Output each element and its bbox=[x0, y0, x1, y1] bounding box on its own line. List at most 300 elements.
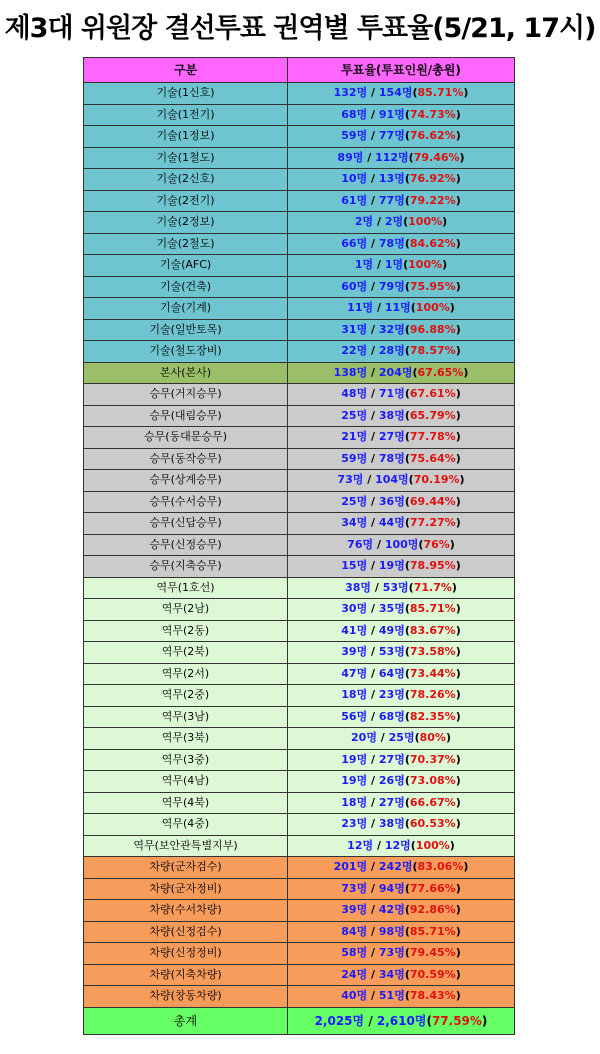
voted-count: 11 bbox=[347, 301, 363, 315]
turnout-percent: 84.62% bbox=[409, 236, 456, 250]
unit-label: 명 bbox=[394, 451, 405, 465]
paren-open: ( bbox=[404, 430, 410, 444]
separator: / bbox=[367, 516, 379, 530]
unit-label: 명 bbox=[362, 215, 374, 229]
separator: / bbox=[373, 258, 385, 272]
unit-label: 명 bbox=[356, 86, 368, 100]
total-count: 34 bbox=[378, 967, 395, 981]
voted-count: 84 bbox=[341, 924, 357, 938]
table-row bbox=[84, 405, 515, 427]
turnout-percent: 77.78% bbox=[409, 430, 456, 444]
turnout-cell bbox=[288, 771, 515, 793]
total-count: 25 bbox=[388, 731, 404, 745]
turnout-cell bbox=[288, 749, 515, 771]
row-name: 승무(동작승무) bbox=[84, 448, 288, 470]
page-title: 제3대 위원장 결선투표 권역별 투표율(5/21, 17시) bbox=[4, 13, 596, 44]
paren-open: ( bbox=[404, 903, 410, 917]
unit-label: 명 bbox=[394, 279, 405, 293]
paren-open: ( bbox=[404, 129, 410, 143]
paren-close: ) bbox=[463, 860, 469, 874]
turnout-percent: 78.43% bbox=[409, 989, 456, 1003]
separator: / bbox=[367, 967, 379, 981]
turnout-percent: 82.35% bbox=[409, 709, 456, 723]
row-name: 기술(기계) bbox=[84, 298, 288, 320]
unit-label: 명 bbox=[394, 172, 405, 186]
turnout-cell bbox=[288, 986, 515, 1008]
row-name: 승무(상계승무) bbox=[84, 470, 288, 492]
turnout-cell bbox=[288, 298, 515, 320]
voted-count: 48 bbox=[341, 387, 357, 401]
total-count: 28 bbox=[378, 344, 395, 358]
paren-close: ) bbox=[455, 924, 461, 938]
paren-close: ) bbox=[455, 430, 461, 444]
unit-label: 명 bbox=[392, 258, 404, 272]
voted-count: 25 bbox=[341, 408, 357, 422]
unit-label: 명 bbox=[362, 838, 374, 852]
turnout-percent: 73.44% bbox=[409, 666, 456, 680]
row-name: 차량(지축차량) bbox=[84, 964, 288, 986]
unit-label: 명 bbox=[356, 322, 368, 336]
paren-open: ( bbox=[404, 193, 410, 207]
separator: / bbox=[367, 860, 379, 874]
total-count: 27 bbox=[378, 752, 395, 766]
unit-label: 명 bbox=[356, 129, 368, 143]
unit-label: 명 bbox=[352, 1013, 365, 1028]
table-row bbox=[84, 319, 515, 341]
turnout-percent: 85.71% bbox=[409, 602, 456, 616]
turnout-cell bbox=[288, 534, 515, 556]
table-row bbox=[84, 448, 515, 470]
row-name: 역무(2중) bbox=[84, 685, 288, 707]
voted-count: 39 bbox=[341, 903, 357, 917]
table-header-row bbox=[84, 58, 515, 83]
paren-close: ) bbox=[455, 279, 461, 293]
turnout-cell bbox=[288, 513, 515, 535]
paren-open: ( bbox=[404, 946, 410, 960]
paren-open: ( bbox=[404, 494, 410, 508]
table-row bbox=[84, 104, 515, 126]
unit-label: 명 bbox=[394, 516, 405, 530]
paren-open: ( bbox=[404, 344, 410, 358]
total-count: 53 bbox=[378, 645, 395, 659]
total-count: 78 bbox=[378, 451, 395, 465]
row-name: 승무(신정승무) bbox=[84, 534, 288, 556]
voted-count: 25 bbox=[341, 494, 357, 508]
unit-label: 명 bbox=[394, 559, 405, 573]
unit-label: 명 bbox=[394, 129, 405, 143]
unit-label: 명 bbox=[356, 795, 368, 809]
voted-count: 2 bbox=[354, 215, 363, 229]
row-name: 승무(동대문승무) bbox=[84, 427, 288, 449]
paren-close: ) bbox=[449, 838, 455, 852]
paren-close: ) bbox=[442, 258, 448, 272]
total-count: 44 bbox=[378, 516, 395, 530]
table-row bbox=[84, 190, 515, 212]
turnout-cell bbox=[288, 728, 515, 750]
paren-close: ) bbox=[455, 752, 461, 766]
unit-label: 명 bbox=[356, 967, 368, 981]
unit-label: 명 bbox=[356, 989, 368, 1003]
paren-open: ( bbox=[412, 860, 418, 874]
voted-count: 22 bbox=[341, 344, 357, 358]
separator: / bbox=[367, 430, 379, 444]
voted-count: 59 bbox=[341, 451, 357, 465]
turnout-cell bbox=[288, 169, 515, 191]
unit-label: 명 bbox=[394, 494, 405, 508]
turnout-cell bbox=[288, 964, 515, 986]
turnout-percent: 73.08% bbox=[409, 774, 456, 788]
paren-open: ( bbox=[404, 602, 410, 616]
total-count: 154 bbox=[378, 86, 402, 100]
unit-label: 명 bbox=[366, 731, 377, 745]
table-row bbox=[84, 362, 515, 384]
total-count: 19 bbox=[378, 559, 395, 573]
paren-open: ( bbox=[404, 172, 410, 186]
voted-count: 40 bbox=[341, 989, 357, 1003]
paren-close: ) bbox=[455, 795, 461, 809]
paren-close: ) bbox=[455, 516, 461, 530]
separator: / bbox=[367, 494, 379, 508]
turnout-percent: 76.62% bbox=[409, 129, 456, 143]
turnout-cell bbox=[288, 147, 515, 169]
turnout-cell bbox=[288, 276, 515, 298]
separator: / bbox=[367, 408, 379, 422]
separator: / bbox=[367, 709, 379, 723]
total-count: 242 bbox=[378, 860, 402, 874]
turnout-percent: 83.06% bbox=[417, 860, 464, 874]
paren-close: ) bbox=[455, 344, 461, 358]
total-count: 38 bbox=[378, 817, 395, 831]
row-name: 역무(3남) bbox=[84, 706, 288, 728]
table-row bbox=[84, 212, 515, 234]
voted-count: 201 bbox=[333, 860, 357, 874]
total-count: 100 bbox=[384, 537, 408, 551]
table-row bbox=[84, 685, 515, 707]
separator: / bbox=[367, 193, 379, 207]
voted-count: 59 bbox=[341, 129, 357, 143]
paren-open: ( bbox=[418, 537, 424, 551]
paren-open: ( bbox=[408, 150, 414, 164]
unit-label: 명 bbox=[394, 387, 405, 401]
turnout-cell bbox=[288, 233, 515, 255]
turnout-cell bbox=[288, 835, 515, 857]
paren-close: ) bbox=[455, 709, 461, 723]
separator: / bbox=[367, 236, 379, 250]
total-count: 27 bbox=[378, 795, 395, 809]
voted-count: 2,025 bbox=[314, 1013, 353, 1028]
unit-label: 명 bbox=[401, 86, 413, 100]
row-name: 승무(거지승무) bbox=[84, 384, 288, 406]
header-category: 구분 bbox=[84, 58, 288, 83]
unit-label: 명 bbox=[394, 666, 405, 680]
turnout-cell bbox=[288, 448, 515, 470]
turnout-percent: 96.88% bbox=[409, 322, 456, 336]
row-name: 기술(건축) bbox=[84, 276, 288, 298]
total-count: 64 bbox=[378, 666, 395, 680]
table-row bbox=[84, 233, 515, 255]
separator: / bbox=[363, 473, 376, 487]
unit-label: 명 bbox=[394, 903, 405, 917]
separator: / bbox=[367, 86, 379, 100]
paren-open: ( bbox=[404, 774, 410, 788]
voted-count: 66 bbox=[341, 236, 357, 250]
turnout-percent: 80% bbox=[419, 731, 446, 745]
turnout-cell bbox=[288, 814, 515, 836]
table-row bbox=[84, 427, 515, 449]
total-count: 32 bbox=[378, 322, 395, 336]
unit-label: 명 bbox=[356, 172, 368, 186]
table-row bbox=[84, 642, 515, 664]
turnout-cell bbox=[288, 556, 515, 578]
table-row bbox=[84, 943, 515, 965]
separator: / bbox=[367, 623, 379, 637]
paren-close: ) bbox=[463, 365, 469, 379]
unit-label: 명 bbox=[362, 537, 374, 551]
total-count: 71 bbox=[378, 387, 395, 401]
voted-count: 58 bbox=[341, 946, 357, 960]
turnout-percent: 67.65% bbox=[417, 365, 464, 379]
unit-label: 명 bbox=[356, 344, 368, 358]
turnout-cell bbox=[288, 663, 515, 685]
paren-close: ) bbox=[455, 193, 461, 207]
turnout-percent: 78.26% bbox=[409, 688, 456, 702]
total-count: 36 bbox=[378, 494, 395, 508]
table-row bbox=[84, 83, 515, 105]
table-row bbox=[84, 749, 515, 771]
row-name: 기술(2신호) bbox=[84, 169, 288, 191]
row-name: 기술(1철도) bbox=[84, 147, 288, 169]
separator: / bbox=[367, 129, 379, 143]
total-count: 79 bbox=[378, 279, 395, 293]
paren-open: ( bbox=[403, 215, 409, 229]
unit-label: 명 bbox=[356, 924, 368, 938]
turnout-table bbox=[83, 57, 515, 1035]
paren-open: ( bbox=[412, 365, 418, 379]
total-count: 53 bbox=[382, 580, 399, 594]
total-count: 94 bbox=[378, 881, 395, 895]
unit-label: 명 bbox=[414, 1013, 427, 1028]
paren-open: ( bbox=[404, 236, 410, 250]
total-count: 1 bbox=[384, 258, 393, 272]
table-row bbox=[84, 169, 515, 191]
paren-open: ( bbox=[404, 752, 410, 766]
row-name: 기술(AFC) bbox=[84, 255, 288, 277]
row-name: 차량(군자정비) bbox=[84, 878, 288, 900]
turnout-percent: 85.71% bbox=[417, 86, 464, 100]
paren-close: ) bbox=[442, 215, 448, 229]
row-name: 역무(보안관특별지부) bbox=[84, 835, 288, 857]
voted-count: 68 bbox=[341, 107, 357, 121]
separator: / bbox=[367, 107, 379, 121]
row-name: 역무(4중) bbox=[84, 814, 288, 836]
paren-open: ( bbox=[408, 473, 414, 487]
turnout-cell bbox=[288, 620, 515, 642]
paren-open: ( bbox=[404, 924, 410, 938]
paren-close: ) bbox=[455, 602, 461, 616]
voted-count: 41 bbox=[341, 623, 357, 637]
unit-label: 명 bbox=[356, 860, 368, 874]
unit-label: 명 bbox=[394, 193, 405, 207]
table-row bbox=[84, 341, 515, 363]
separator: / bbox=[367, 365, 379, 379]
unit-label: 명 bbox=[394, 881, 405, 895]
turnout-percent: 100% bbox=[408, 215, 443, 229]
paren-close: ) bbox=[455, 774, 461, 788]
turnout-percent: 79.46% bbox=[413, 150, 460, 164]
total-count: 35 bbox=[378, 602, 395, 616]
turnout-cell bbox=[288, 341, 515, 363]
voted-count: 21 bbox=[341, 430, 357, 444]
voted-count: 10 bbox=[341, 172, 357, 186]
row-name: 역무(1호선) bbox=[84, 577, 288, 599]
row-name: 차량(수서차량) bbox=[84, 900, 288, 922]
unit-label: 명 bbox=[394, 408, 405, 422]
turnout-cell bbox=[288, 900, 515, 922]
table-row bbox=[84, 857, 515, 879]
unit-label: 명 bbox=[394, 322, 405, 336]
table-row bbox=[84, 921, 515, 943]
table-row bbox=[84, 147, 515, 169]
total-label: 총계 bbox=[84, 1007, 288, 1034]
row-name: 기술(1신호) bbox=[84, 83, 288, 105]
paren-close: ) bbox=[455, 494, 461, 508]
unit-label: 명 bbox=[394, 430, 405, 444]
total-count: 2 bbox=[384, 215, 393, 229]
paren-close: ) bbox=[463, 86, 469, 100]
table-body bbox=[84, 83, 515, 1035]
turnout-cell bbox=[288, 706, 515, 728]
separator: / bbox=[364, 1013, 377, 1028]
turnout-cell bbox=[288, 685, 515, 707]
total-count: 49 bbox=[378, 623, 395, 637]
turnout-cell bbox=[288, 126, 515, 148]
separator: / bbox=[373, 838, 385, 852]
turnout-percent: 73.58% bbox=[409, 645, 456, 659]
turnout-percent: 83.67% bbox=[409, 623, 456, 637]
paren-close: ) bbox=[455, 322, 461, 336]
voted-count: 34 bbox=[341, 516, 357, 530]
separator: / bbox=[367, 387, 379, 401]
unit-label: 명 bbox=[362, 258, 374, 272]
unit-label: 명 bbox=[356, 279, 368, 293]
row-name: 기술(2철도) bbox=[84, 233, 288, 255]
turnout-percent: 79.45% bbox=[409, 946, 456, 960]
paren-open: ( bbox=[404, 408, 410, 422]
table-row bbox=[84, 276, 515, 298]
separator: / bbox=[367, 688, 379, 702]
unit-label: 명 bbox=[356, 645, 368, 659]
paren-open: ( bbox=[404, 387, 410, 401]
row-name: 기술(일반토목) bbox=[84, 319, 288, 341]
unit-label: 명 bbox=[356, 903, 368, 917]
voted-count: 38 bbox=[345, 580, 361, 594]
unit-label: 명 bbox=[360, 580, 372, 594]
voted-count: 1 bbox=[354, 258, 363, 272]
turnout-percent: 77.27% bbox=[409, 516, 456, 530]
paren-close: ) bbox=[455, 946, 461, 960]
row-name: 승무(지축승무) bbox=[84, 556, 288, 578]
voted-count: 24 bbox=[341, 967, 357, 981]
unit-label: 명 bbox=[356, 946, 368, 960]
table-row bbox=[84, 900, 515, 922]
paren-open: ( bbox=[408, 580, 414, 594]
turnout-cell bbox=[288, 642, 515, 664]
row-name: 차량(신정정비) bbox=[84, 943, 288, 965]
turnout-percent: 70.59% bbox=[409, 967, 456, 981]
paren-open: ( bbox=[404, 709, 410, 723]
voted-count: 19 bbox=[341, 774, 357, 788]
voted-count: 12 bbox=[347, 838, 363, 852]
paren-open: ( bbox=[404, 666, 410, 680]
unit-label: 명 bbox=[356, 817, 368, 831]
paren-open: ( bbox=[412, 86, 418, 100]
separator: / bbox=[367, 645, 379, 659]
turnout-percent: 77.66% bbox=[409, 881, 456, 895]
table-row bbox=[84, 384, 515, 406]
unit-label: 명 bbox=[356, 752, 368, 766]
voted-count: 73 bbox=[337, 473, 353, 487]
table-row bbox=[84, 728, 515, 750]
paren-close: ) bbox=[459, 150, 465, 164]
unit-label: 명 bbox=[352, 150, 364, 164]
paren-close: ) bbox=[481, 1013, 488, 1028]
table-row bbox=[84, 577, 515, 599]
turnout-cell bbox=[288, 792, 515, 814]
row-name: 차량(창동차량) bbox=[84, 986, 288, 1008]
turnout-percent: 76% bbox=[423, 537, 450, 551]
unit-label: 명 bbox=[356, 688, 368, 702]
turnout-percent: 75.95% bbox=[409, 279, 456, 293]
paren-open: ( bbox=[410, 301, 416, 315]
unit-label: 명 bbox=[356, 107, 368, 121]
paren-open: ( bbox=[410, 838, 416, 852]
total-count: 68 bbox=[378, 709, 395, 723]
paren-open: ( bbox=[403, 258, 409, 272]
turnout-cell bbox=[288, 491, 515, 513]
unit-label: 명 bbox=[398, 150, 409, 164]
separator: / bbox=[367, 451, 379, 465]
table-row bbox=[84, 491, 515, 513]
unit-label: 명 bbox=[394, 709, 405, 723]
turnout-percent: 75.64% bbox=[409, 451, 456, 465]
total-count: 2,610 bbox=[376, 1013, 415, 1028]
paren-close: ) bbox=[455, 989, 461, 1003]
voted-count: 132 bbox=[333, 86, 357, 100]
turnout-percent: 67.61% bbox=[409, 387, 456, 401]
voted-count: 56 bbox=[341, 709, 357, 723]
unit-label: 명 bbox=[394, 688, 405, 702]
turnout-cell bbox=[288, 83, 515, 105]
separator: / bbox=[367, 602, 379, 616]
paren-close: ) bbox=[455, 387, 461, 401]
turnout-percent: 76.92% bbox=[409, 172, 456, 186]
row-name: 기술(2정보) bbox=[84, 212, 288, 234]
turnout-percent: 66.67% bbox=[409, 795, 456, 809]
total-count: 77 bbox=[378, 129, 395, 143]
unit-label: 명 bbox=[401, 860, 413, 874]
turnout-cell bbox=[288, 255, 515, 277]
paren-close: ) bbox=[455, 408, 461, 422]
separator: / bbox=[367, 924, 379, 938]
separator: / bbox=[367, 752, 379, 766]
unit-label: 명 bbox=[356, 430, 368, 444]
paren-open: ( bbox=[414, 731, 420, 745]
total-count: 104 bbox=[375, 473, 399, 487]
row-name: 역무(3북) bbox=[84, 728, 288, 750]
unit-label: 명 bbox=[398, 473, 409, 487]
separator: / bbox=[367, 559, 379, 573]
turnout-percent: 78.57% bbox=[409, 344, 456, 358]
